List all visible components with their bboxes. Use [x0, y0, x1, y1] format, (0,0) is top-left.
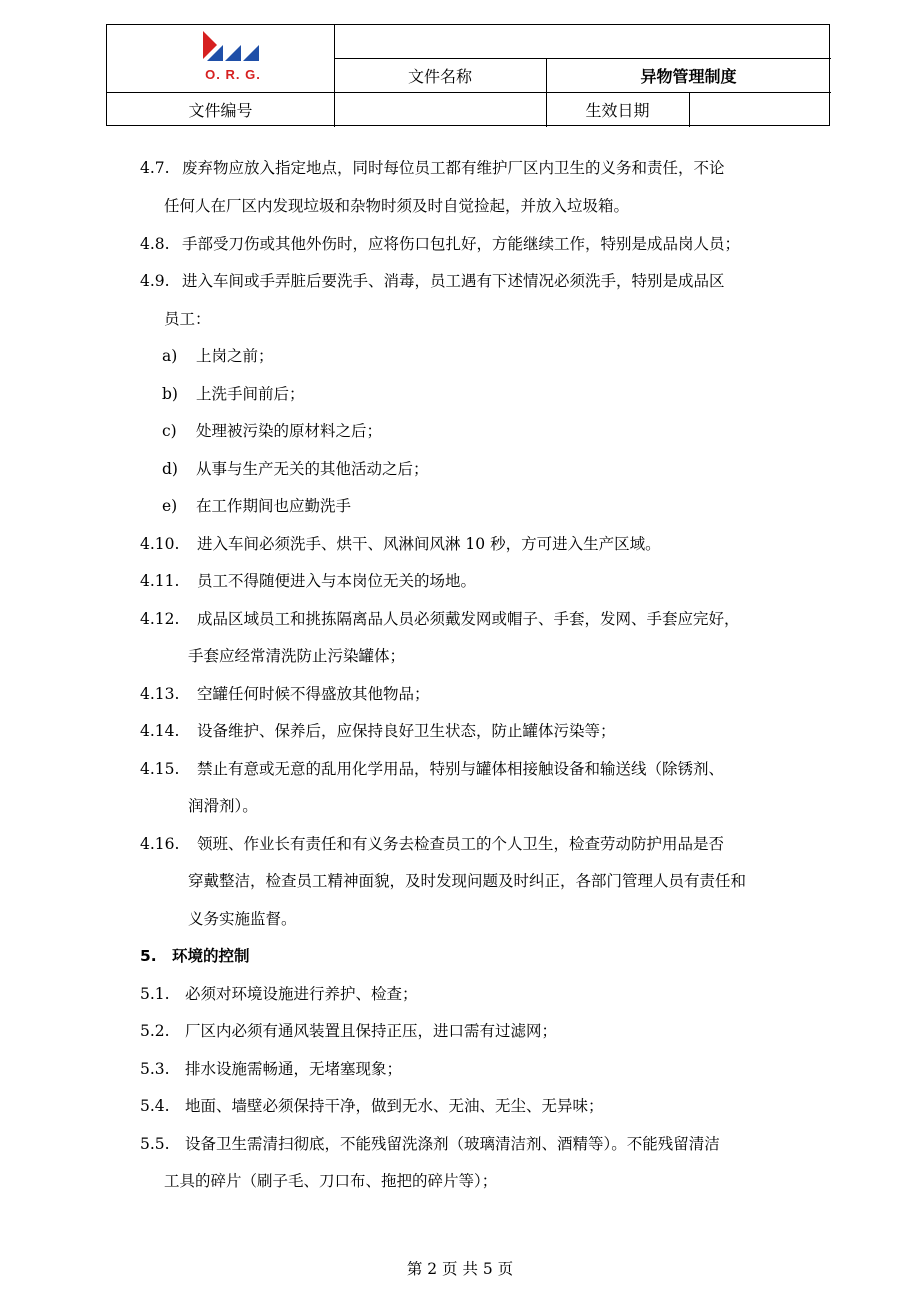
list-item-continued: 润滑剂）。: [188, 797, 258, 815]
list-item-continued: 任何人在厂区内发现垃圾和杂物时须及时自觉捡起，并放入垃圾箱。: [164, 197, 630, 215]
file-name-value: 异物管理制度: [640, 66, 737, 86]
sub-list-item: e) 在工作期间也应勤洗手: [162, 497, 352, 515]
list-item: 5.3. 排水设施需畅通，无堵塞现象；: [140, 1060, 403, 1078]
effective-date-label: 生效日期: [585, 101, 650, 120]
list-item: 4.7. 废弃物应放入指定地点，同时每位员工都有维护厂区内卫生的义务和责任，不论: [140, 159, 725, 177]
document-header-table: [106, 24, 830, 126]
list-item: 5.1. 必须对环境设施进行养护、检查；: [140, 985, 418, 1003]
list-item-continued: 义务实施监督。: [188, 910, 297, 928]
list-item-continued: 员工：: [164, 310, 211, 328]
list-item: 5.2. 厂区内必须有通风装置且保持正压，进口需有过滤网；: [140, 1022, 558, 1040]
list-item: 4.12. 成品区域员工和挑拣隔离品人员必须戴发网或帽子、手套，发网、手套应完好，: [140, 610, 740, 628]
logo-text: O. R. G.: [205, 67, 261, 82]
list-item-continued: 穿戴整洁，检查员工精神面貌，及时发现问题及时纠正，各部门管理人员有责任和: [188, 872, 747, 890]
list-item: 5.5. 设备卫生需清扫彻底，不能残留洗涤剂（玻璃清洁剂、酒精等）。不能残留清洁: [140, 1135, 720, 1153]
list-item-continued: 工具的碎片（刷子毛、刀口布、拖把的碎片等）；: [164, 1172, 498, 1190]
list-item-continued: 手套应经常清洗防止污染罐体；: [188, 647, 406, 665]
list-item: 5.4. 地面、墙壁必须保持干净，做到无水、无油、无尘、无异味；: [140, 1097, 604, 1115]
list-item: 4.9. 进入车间或手弄脏后要洗手、消毒，员工遇有下述情况必须洗手，特别是成品区: [140, 272, 725, 290]
list-item: 4.8. 手部受刀伤或其他外伤时，应将伤口包扎好，方能继续工作，特别是成品岗人员；: [140, 235, 741, 253]
sub-list-item: a) 上岗之前；: [162, 347, 274, 365]
list-item: 4.10. 进入车间必须洗手、烘干、风淋间风淋 10 秒，方可进入生产区域。: [140, 535, 661, 553]
divider: [689, 92, 690, 127]
list-item: 4.11. 员工不得随便进入与本岗位无关的场地。: [140, 572, 477, 590]
list-item: 4.14. 设备维护、保养后，应保持良好卫生状态，防止罐体污染等；: [140, 722, 616, 740]
sub-list-item: c) 处理被污染的原材料之后；: [162, 422, 383, 440]
sub-list-item: b) 上洗手间前后；: [162, 385, 305, 403]
list-item: 4.15. 禁止有意或无意的乱用化学用品，特别与罐体相接触设备和输送线（除锈剂、: [140, 760, 725, 778]
list-item: 4.13. 空罐任何时候不得盛放其他物品；: [140, 685, 430, 703]
list-item: 4.16. 领班、作业长有责任和有义务去检查员工的个人卫生，检查劳动防护用品是否: [140, 835, 725, 853]
page-number: 第 2 页 共 5 页: [406, 1260, 514, 1278]
file-name-label: 文件名称: [407, 66, 472, 86]
logo-cell: [107, 25, 334, 93]
section-heading: 5. 环境的控制: [140, 947, 250, 965]
file-no-label: 文件编号: [188, 101, 253, 120]
sub-list-item: d) 从事与生产无关的其他活动之后；: [162, 460, 429, 478]
